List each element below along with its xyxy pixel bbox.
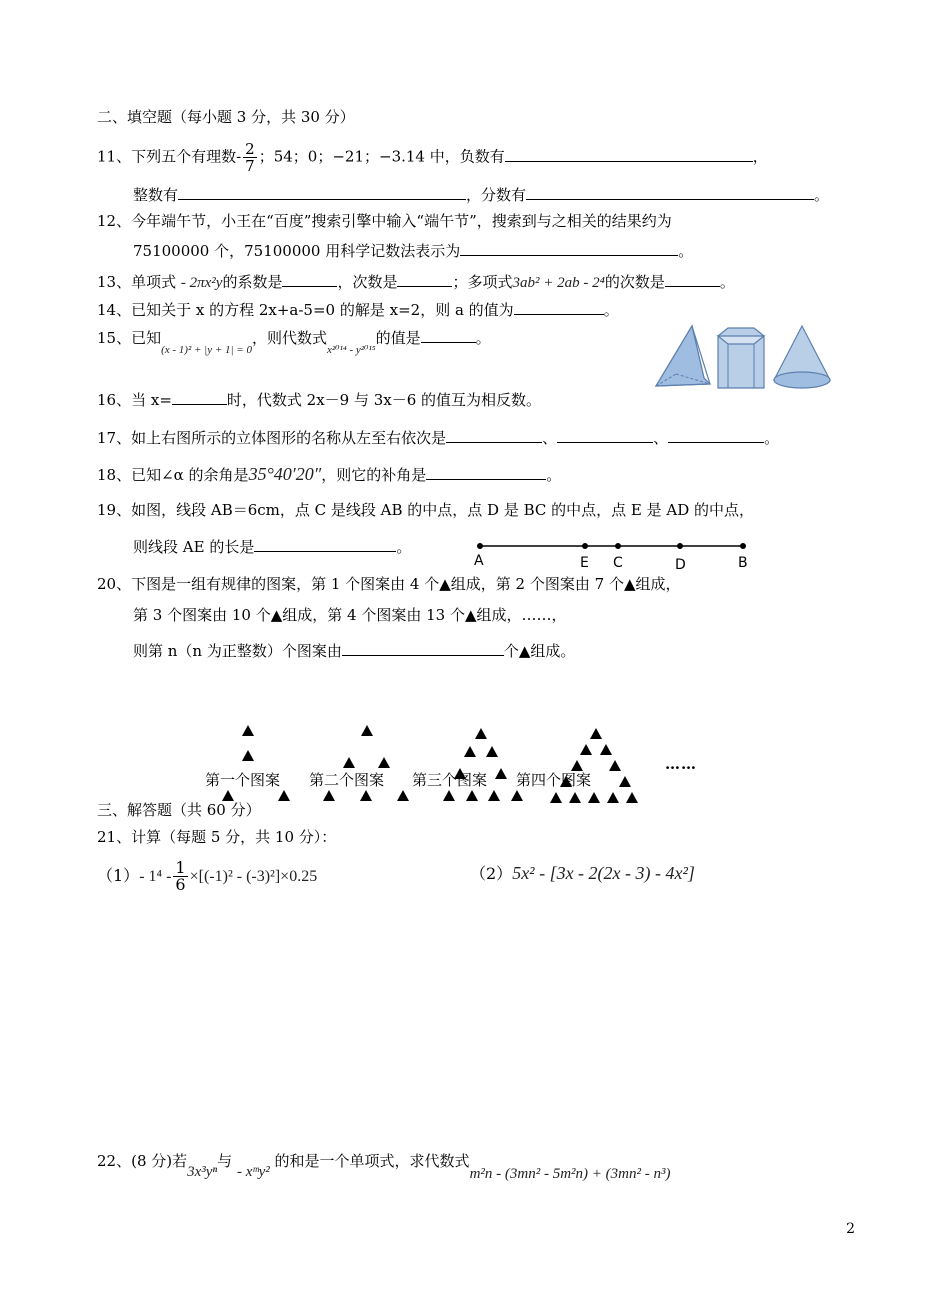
math-expression: 35°40′20″	[248, 464, 322, 484]
math-expression: x²⁰¹⁴ - y²⁰¹⁵	[326, 344, 376, 356]
triangle	[361, 725, 373, 736]
pyramid-figure	[656, 326, 710, 386]
pattern-label-2: 第二个图案	[309, 771, 385, 789]
pattern-label-4: 第四个图案	[516, 771, 592, 789]
question-15: 15、已知$_{(x - 1)^2 + |y + 1| = 0}$，则代数式$_{x^{2014} - y^{2015}}$的值是 。	[97, 329, 491, 356]
question-17: 17、如上右图所示的立体图形的名称从左至右依次是 、 、 。	[97, 429, 780, 447]
blank[interactable]	[557, 428, 653, 443]
label-d: D	[675, 557, 686, 573]
blank[interactable]	[254, 537, 396, 552]
triangle	[278, 790, 290, 801]
label-c: C	[613, 555, 623, 571]
triangle	[626, 792, 638, 803]
triangle	[475, 728, 487, 739]
math-expression: 3ab² + 2ab - 2⁴	[512, 275, 605, 291]
blank[interactable]	[460, 241, 678, 256]
point-a	[477, 543, 483, 549]
triangle	[495, 768, 507, 779]
question-11-line2: 整数有 ，分数有 。	[133, 186, 830, 204]
triangle	[397, 790, 409, 801]
question-21-title: 21、计算（每题 5 分，共 10 分）：	[97, 828, 337, 846]
question-16: 16、当 x= 时，代数式 2x－9 与 3x－6 的值互为相反数。	[97, 391, 542, 409]
triangle	[242, 725, 254, 736]
triangle	[590, 728, 602, 739]
question-21-part-1: （1）- 1⁴ - $\frac{1}{6}$ ×[(-1)² - (-3)²]×0.25	[97, 858, 318, 894]
blank[interactable]	[446, 428, 542, 443]
point-c	[615, 543, 621, 549]
triangle	[360, 790, 372, 801]
triangle	[443, 790, 455, 801]
question-22: 22、(8 分)若3x³yⁿ与 - xᵐy² 的和是一个单项式，求代数式m²n - (3mn² - 5m²n) + (3mn² - n³)	[97, 1152, 671, 1182]
blank[interactable]	[397, 272, 452, 287]
triangle	[464, 746, 476, 757]
pattern-label-3: 第三个图案	[412, 771, 488, 789]
question-14: 14、已知关于 x 的方程 2x+a-5=0 的解是 x=2，则 a 的值为 。	[97, 301, 619, 319]
triangle	[378, 757, 390, 768]
blank[interactable]	[665, 272, 720, 287]
triangle	[486, 746, 498, 757]
blank[interactable]	[178, 185, 466, 200]
question-19: 19、如图，线段 AB＝6cm，点 C 是线段 AB 的中点，点 D 是 BC 的中点，点 E 是 AD 的中点，	[97, 501, 755, 519]
question-21-part-2: （2）5x² - [3x - 2(2x - 3) - 4x²]	[470, 863, 695, 883]
blank[interactable]	[505, 147, 753, 162]
ellipsis: ……	[665, 755, 697, 773]
point-d	[677, 543, 683, 549]
math-expression: (x - 1)² + |y + 1| = 0	[161, 344, 252, 356]
triangle	[466, 790, 478, 801]
triangle	[609, 760, 621, 771]
page-number: 2	[846, 1221, 855, 1237]
point-e	[582, 543, 588, 549]
question-20-line2: 第 3 个图案由 10 个▲组成，第 4 个图案由 13 个▲组成，……，	[133, 606, 567, 624]
blank[interactable]	[514, 300, 604, 315]
triangle	[580, 744, 592, 755]
triangle	[242, 750, 254, 761]
blank[interactable]	[282, 272, 337, 287]
math-expression: - 2πx²y	[180, 275, 223, 291]
blank[interactable]	[668, 428, 764, 443]
triangle	[619, 776, 631, 787]
triangle	[488, 790, 500, 801]
question-19-line2: 则线段 AE 的长是 。	[133, 538, 412, 556]
prism-figure	[718, 328, 764, 388]
blank[interactable]	[421, 328, 476, 343]
triangle	[607, 792, 619, 803]
question-13: 13、单项式 - 2πx²y的系数是 ，次数是 ；多项式3ab² + 2ab - 2⁴的次数是 。	[97, 273, 735, 291]
triangle	[588, 792, 600, 803]
blank[interactable]	[526, 185, 814, 200]
section-3-title: 三、解答题（共 60 分）	[97, 801, 261, 819]
blank[interactable]	[426, 465, 546, 480]
question-11: 11、下列五个有理数- $\frac{2}{7}$ ；54；0；−21；−3.14 中，负数有 ，	[97, 140, 768, 175]
question-12: 12、今年端午节，小王在“百度”搜索引擎中输入“端午节”，搜索到与之相关的结果约为	[97, 212, 672, 230]
fraction: $\frac{2}{7}$	[245, 140, 255, 175]
pattern-label-1: 第一个图案	[205, 771, 281, 789]
label-a: A	[474, 553, 484, 569]
blank[interactable]	[342, 641, 504, 656]
question-12-line2: 75100000 个，75100000 用科学记数法表示为 。	[133, 242, 694, 260]
cone-figure	[774, 326, 830, 388]
solid-figures-image	[652, 322, 842, 394]
triangle	[343, 757, 355, 768]
triangle	[323, 790, 335, 801]
question-20: 20、下图是一组有规律的图案，第 1 个图案由 4 个▲组成，第 2 个图案由 7 个▲组成，	[97, 575, 681, 593]
triangle	[550, 792, 562, 803]
blank[interactable]	[172, 390, 227, 405]
triangle	[600, 744, 612, 755]
section-2-title: 二、填空题（每小题 3 分，共 30 分）	[97, 108, 355, 126]
triangle	[511, 790, 523, 801]
question-18: 18、已知∠α 的余角是35°40′20″，则它的补角是 。	[97, 464, 562, 484]
question-20-line3: 则第 n（n 为正整数）个图案由 个▲组成。	[133, 642, 576, 660]
label-b: B	[738, 555, 748, 571]
label-e: E	[580, 555, 589, 571]
point-b	[740, 543, 746, 549]
triangle	[569, 792, 581, 803]
